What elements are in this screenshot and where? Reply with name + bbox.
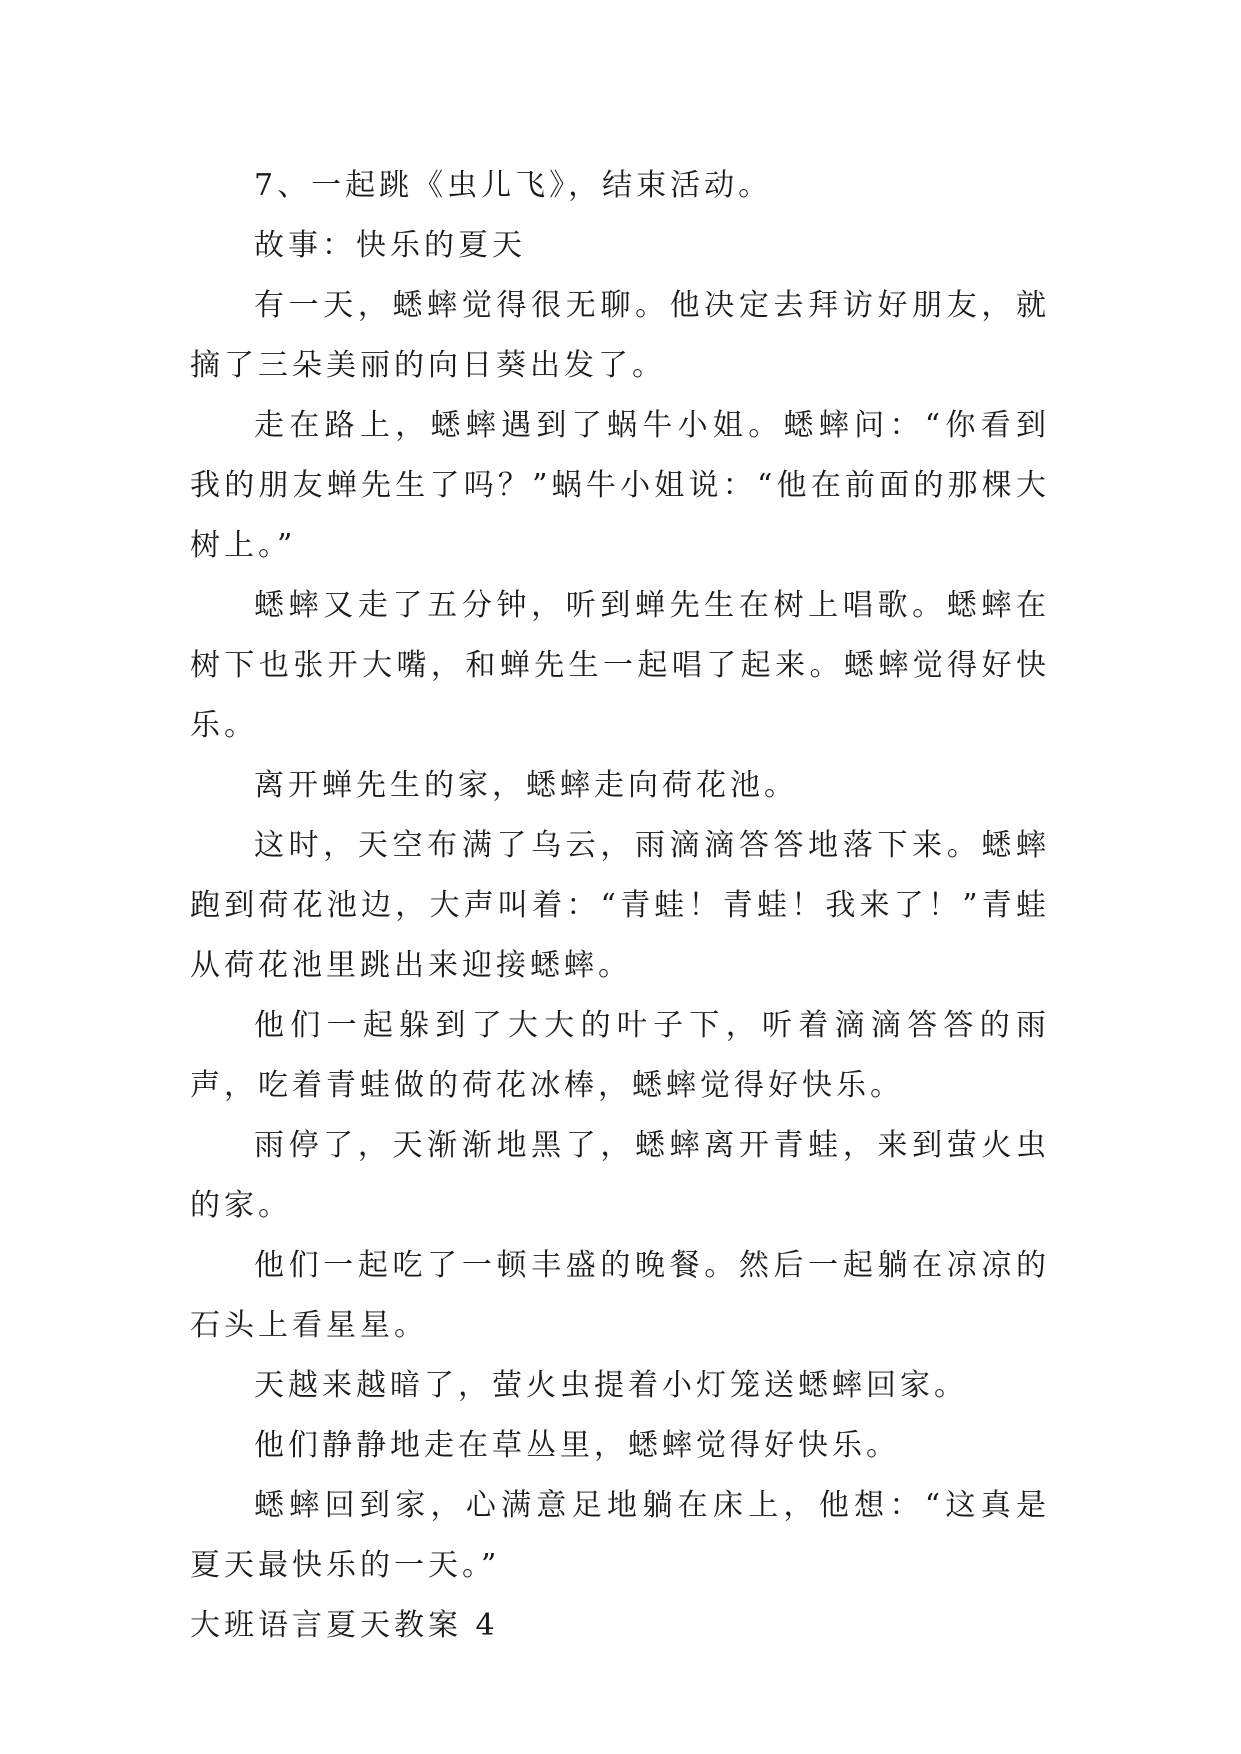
section-heading: 大班语言夏天教案 4: [190, 1608, 499, 1643]
paragraph: 他们一起吃了一顿丰盛的晚餐。然后一起躺在凉凉的石头上看星星。: [190, 1248, 1050, 1343]
document-body: [190, 156, 1050, 1656]
paragraph: 这时，天空布满了乌云，雨滴滴答答地落下来。蟋蟀跑到荷花池边，大声叫着：“青蛙！青蛙！我来了！”青蛙从荷花池里跳出来迎接蟋蟀。: [190, 828, 1050, 983]
paragraph: 雨停了，天渐渐地黑了，蟋蟀离开青蛙，来到萤火虫的家。: [190, 1128, 1050, 1223]
paragraph: 天越来越暗了，萤火虫提着小灯笼送蟋蟀回家。: [254, 1368, 968, 1403]
paragraph: 走在路上，蟋蟀遇到了蜗牛小姐。蟋蟀问：“你看到我的朋友蝉先生了吗？”蜗牛小姐说：“他在前面的那棵大树上。”: [190, 408, 1050, 563]
paragraph: 他们一起躲到了大大的叶子下，听着滴滴答答的雨声，吃着青蛙做的荷花冰棒，蟋蟀觉得好快乐。: [190, 1008, 1050, 1103]
paragraph: 蟋蟀又走了五分钟，听到蝉先生在树上唱歌。蟋蟀在树下也张开大嘴，和蝉先生一起唱了起来。蟋蟀觉得好快乐。: [190, 588, 1050, 743]
paragraph: 离开蝉先生的家，蟋蟀走向荷花池。: [254, 768, 798, 803]
paragraph-activity-step: 7、一起跳《虫儿飞》，结束活动。: [254, 168, 773, 203]
story-title: 故事：快乐的夏天: [254, 228, 526, 263]
paragraph: 蟋蟀回到家，心满意足地躺在床上，他想：“这真是夏天最快乐的一天。”: [190, 1488, 1050, 1583]
paragraph: 有一天，蟋蟀觉得很无聊。他决定去拜访好朋友，就摘了三朵美丽的向日葵出发了。: [190, 288, 1050, 383]
paragraph: 他们静静地走在草丛里，蟋蟀觉得好快乐。: [254, 1428, 900, 1463]
